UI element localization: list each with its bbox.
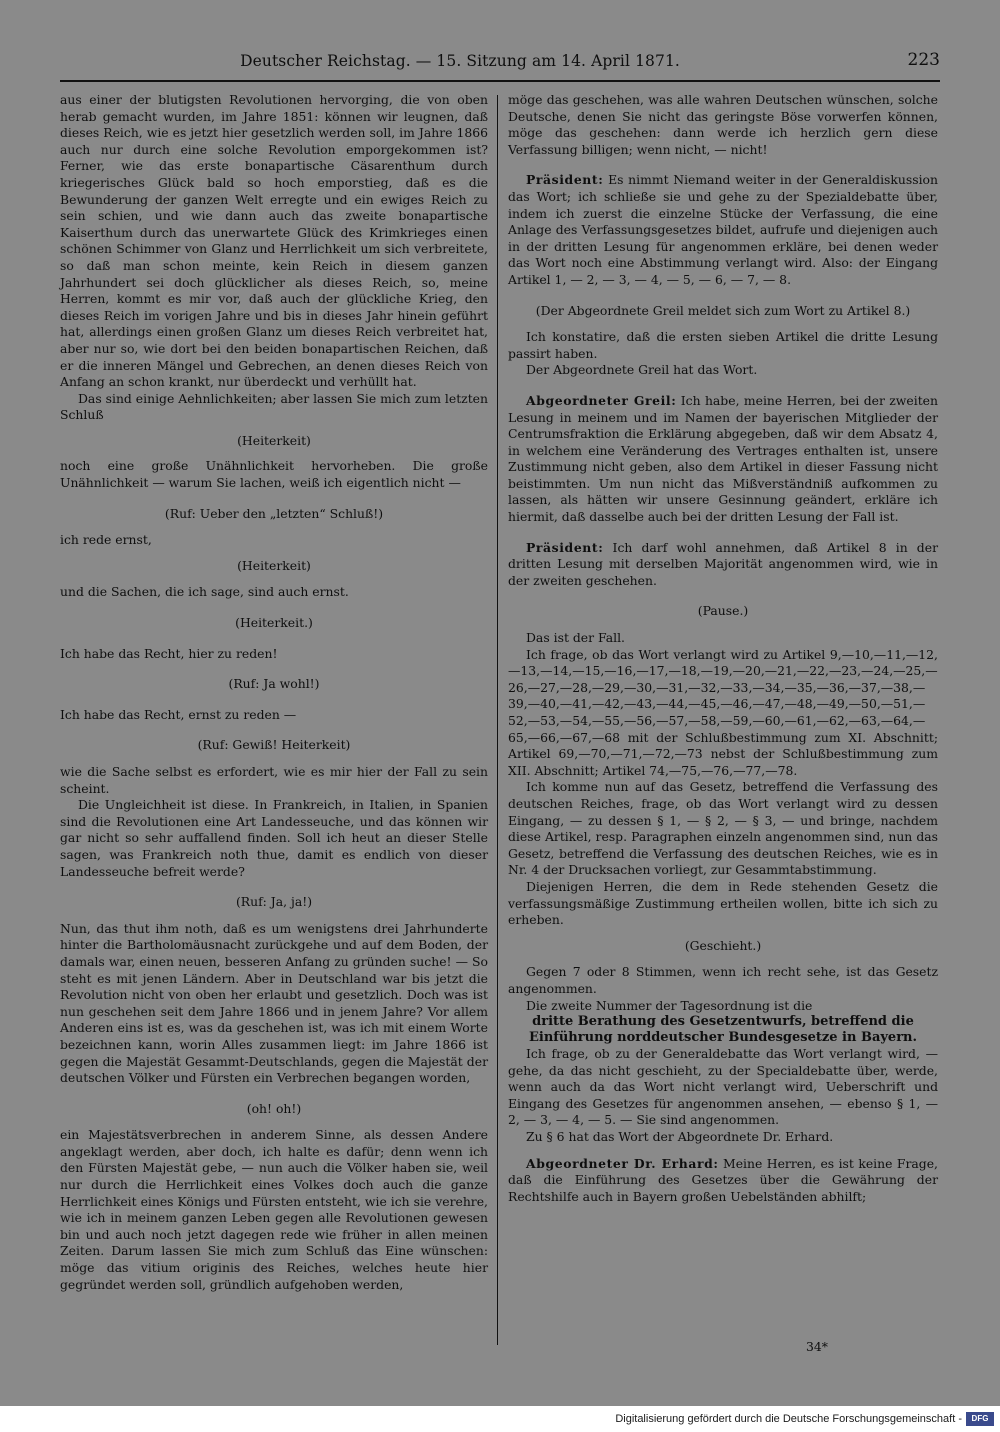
paragraph: Die zweite Nummer der Tagesordnung ist die: [526, 997, 813, 1013]
funding-credit: Digitalisierung gefördert durch die Deutsche Forschungsgemeinschaft -: [615, 1413, 962, 1425]
paragraph: noch eine große Unähnlichkeit hervorheben. Die große Unähnlichkeit — warum Sie lachen, weiß ich eigentlich nicht —: [60, 458, 488, 491]
speaker-paragraph: [508, 1156, 938, 1206]
page-number: 223: [907, 50, 940, 70]
right-column: [508, 92, 938, 1205]
paragraph: aus einer der blutigsten Revolutionen hervorging, die von oben herab gemacht wurden, im Jahre 1851: können wir leugnen, daß dieses Reich, wie es jetzt hier gesetzlich werden soll, im Jahre 1866 auch nur durch eine solche Revolution emporgekommen ist? Ferner, wie das erste bonapartische Cäsarenthum durch kriegerisches Glück bald so hoch emporstieg, daß es die Bewunderung der ganzen Welt erregte und ein ewiges Reich zu sein schien, und wie dann auch das zweite bonapartische Kaiserthum durch das unerwartete Glück des Krimkrieges einen schönen Schimmer von Glanz und Herrlichkeit um sich verbreitete, so daß man schon meinte, kein Reich in diesem ganzen Jahrhundert sei doch glücklicher als dieses Reich, so, meine Herren, kommt es mir vor, daß auch der glückliche Krieg, den dieses Reich im vorigen Jahre und bis in dieses Jahr hinein geführt hat, allerdings einen großen Glanz um dieses Reich verbreitet hat, aber nur so, wie dort bei den beiden bonapartischen Reichen, daß er die inneren Mängel und Gebrechen, an denen dieses Reich von Anfang an schon krankt, nur überdeckt und verhüllt hat.: [60, 92, 488, 390]
speech-text: Ich darf wohl annehmen, daß Artikel 8 in der dritten Lesung mit derselben Majorität angenommen wird, wie in der zweiten geschehen.: [508, 539, 938, 588]
interjection: (Heiterkeit): [237, 432, 311, 448]
header-rule: [60, 80, 940, 82]
interjection: (Geschieht.): [684, 937, 762, 953]
paragraph: Ich habe das Recht, hier zu reden!: [60, 645, 278, 661]
paragraph: Ich frage, ob zu der Generaldebatte das Wort verlangt wird, — gehe, da das nicht geschieht, zu der Specialdebatte über, werde, wenn auch da das Wort nicht verlangt wird, Ueberschrift und Eingang des Gesetzes für angenommen ansehen, — ebenso § 1, — 2, — 3, — 4, — 5. — Sie sind angenommen.: [508, 1046, 938, 1128]
paragraph: wie die Sache selbst es erfordert, wie es mir hier der Fall zu sein scheint.: [60, 764, 488, 796]
interjection: (Der Abgeordnete Greil meldet sich zum Wort zu Artikel 8.): [535, 302, 911, 318]
footer-bar: [0, 1406, 1000, 1432]
interjection: (Ruf: Ja wohl!): [228, 676, 320, 692]
speaker-name: Abgeordneter Greil:: [526, 392, 677, 408]
paragraph: Das ist der Fall.: [526, 630, 625, 646]
speaker-name: Präsident:: [526, 172, 604, 188]
interjection: (oh! oh!): [246, 1100, 302, 1116]
left-column: [60, 92, 488, 1293]
speaker-name: Präsident:: [526, 539, 604, 555]
agenda-heading: dritte Berathung des Gesetzentwurfs, betreffend die Einführung norddeutscher Bundesgesetze in Bayern.: [528, 1014, 918, 1046]
speech-text: Meine Herren, es ist keine Frage, daß die Einführung des Gesetzes über die Gewährung der Rechtshilfe auch in Bayern großen Uebelständen abhilft;: [508, 1155, 938, 1204]
paragraph: Zu § 6 hat das Wort der Abgeordnete Dr. Erhard.: [526, 1129, 834, 1145]
paragraph: möge das geschehen, was alle wahren Deutschen wünschen, solche Deutsche, denen Sie nicht das geringste Böse vorwerfen können, möge das geschehen: dann werde ich herzlich gern diese Verfassung billigen; wenn nicht, — nicht!: [508, 92, 938, 157]
paragraph: Ich habe das Recht, ernst zu reden —: [60, 706, 297, 722]
paragraph: Ich komme nun auf das Gesetz, betreffend die Verfassung des deutschen Reiches, frage, ob das Wort verlangt wird zu dessen Eingang, — zu dessen § 1, — § 2, — § 3, — und bringe, nachdem diese Artikel, resp. Paragraphen einzeln angenommen sind, nun das Gesetz, betreffend die Verfassung des deutschen Reiches, wie es in Nr. 4 der Drucksachen vorliegt, zur Gesammtabstimmung.: [508, 779, 938, 878]
paragraph: ich rede ernst,: [60, 532, 152, 548]
paragraph: ein Majestätsverbrechen in anderem Sinne, als dessen Andere angeklagt werden, aber doch, ich halte es dafür; denn wenn ich den Fürsten Majestät gebe, — nun auch die Völker haben sie, weil nur durch die Herrlichkeit eines Volkes doch auch die ganze Herrlichkeit eines Königs und Fürsten entsteht, wie ich sie verehre, wie ich in meinem ganzen Leben gegen alle Revolutionen gewesen bin und auch noch jetzt dagegen rede wie früher in allen meinen Zeiten. Darum lassen Sie mich zum Schluß das Eine wünschen: möge das vitium originis des Reiches, welches heute hier gegründet werden soll, gründlich aufgehoben werden,: [60, 1127, 488, 1292]
interjection: (Pause.): [697, 603, 749, 619]
running-title: Deutscher Reichstag. — 15. Sitzung am 14. April 1871.: [240, 52, 680, 70]
page-header: [60, 50, 940, 76]
speaker-name: Abgeordneter Dr. Erhard:: [526, 1155, 719, 1171]
paragraph: Nun, das thut ihm noth, daß es um wenigstens drei Jahrhunderte hinter die Bartholomäusnacht zurückgehe und auf dem Boden, der damals war, einen neuen, besseren Anfang zu gründen suche! — So steht es mit jenen Ländern. Aber in Deutschland war bis jetzt die Revolution nicht von oben her erlaubt und gesetzlich. Doch was ist nun geschehen seit dem Jahre 1866 und in jenem Jahre? Vor allem Anderen eins ist es, was da geschehen ist, was ich mit einem Worte bezeichnen kann, worin Alles zusammen liegt: im Jahre 1866 ist gegen die Majestät Gesammt-Deutschlands, gegen die Majestät der deutschen Völker und Fürsten ein Verbrechen begangen worden,: [60, 920, 488, 1086]
paragraph: Ich konstatire, daß die ersten sieben Artikel die dritte Lesung passirt haben.: [508, 329, 938, 361]
paragraph: Diejenigen Herren, die dem in Rede stehenden Gesetz die verfassungsmäßige Zustimmung ertheilen wollen, bitte ich sich zu erheben.: [508, 878, 938, 928]
paragraph: Ich frage, ob das Wort verlangt wird zu Artikel 9,—10,—11,—12,—13,—14,—15,—16,—17,—18,—19,—20,—21,—22,—23,—24,—25,—26,—27,—28,—29,—30,—31,—32,—33,—34,—35,—36,—37,—38,—39,—40,—41,—42,—43,—44,—45,—46,—47,—48,—49,—50,—51,—52,—53,—54,—55,—56,—57,—58,—59,—60,—61,—62,—63,—64,—65,—66,—67,—68 mit der Schlußbestimmung zum XI. Abschnitt; Artikel 69,—70,—71,—72,—73 nebst der Schlußbestimmung zum XII. Abschnitt; Artikel 74,—75,—76,—77,—78.: [508, 646, 938, 778]
interjection: (Ruf: Gewiß! Heiterkeit): [197, 737, 351, 753]
speaker-paragraph: [508, 172, 938, 288]
paragraph: Das sind einige Aehnlichkeiten; aber lassen Sie mich zum letzten Schluß: [60, 390, 488, 423]
speech-text: Ich habe, meine Herren, bei der zweiten Lesung in meinem und im Namen der bayerischen Mitglieder der Centrumsfraktion die Erklärung abgegeben, daß wir dem Absatz 4, in welchem eine Veränderung des Vertrages enthalten ist, unsere Zustimmung nicht geben, also dem Artikel in dieser Fassung nicht beistimmten. Um nun nicht das Mißverständniß aufkommen zu lassen, als hätten wir unsere Gesinnung geändert, erkläre ich hiermit, daß dasselbe auch bei der dritten Lesung der Fall ist.: [508, 392, 938, 525]
speech-text: Es nimmt Niemand weiter in der Generaldiskussion das Wort; ich schließe sie und gehe zu der Spezialdebatte über, indem ich zuerst die einzelne Stücke der Verfassung, die eine Anlage des Verfassungsgesetzes bildet, aufrufe und diejenigen auch in der dritten Lesung für angenommen erkläre, bei denen weder das Wort noch eine Abstimmung verlangt wird. Also: der Eingang Artikel 1, — 2, — 3, — 4, — 5, — 6, — 7, — 8.: [508, 172, 938, 287]
interjection: (Heiterkeit.): [235, 615, 313, 631]
interjection: (Ruf: Ja, ja!): [235, 894, 313, 910]
interjection: (Heiterkeit): [237, 557, 311, 573]
speaker-paragraph: [508, 540, 938, 590]
speaker-paragraph: [508, 393, 938, 526]
paragraph: Der Abgeordnete Greil hat das Wort.: [526, 362, 758, 378]
interjection: (Ruf: Ueber den „letzten“ Schluß!): [164, 505, 384, 521]
paragraph: und die Sachen, die ich sage, sind auch ernst.: [60, 584, 349, 600]
paragraph: Gegen 7 oder 8 Stimmen, wenn ich recht sehe, ist das Gesetz angenommen.: [508, 964, 938, 996]
signature-mark: 34*: [806, 1339, 828, 1354]
column-divider: [497, 95, 498, 1345]
dfg-logo: DFG: [966, 1412, 994, 1426]
paragraph: Die Ungleichheit ist diese. In Frankreich, in Italien, in Spanien sind die Revolutionen eine Art Landesseuche, und das können wir gar nicht so sehr auffallend finden. Soll ich heut an dieser Stelle sagen, was Frankreich noth thue, damit es endlich von dieser Landesseuche befreit werde?: [60, 797, 488, 879]
